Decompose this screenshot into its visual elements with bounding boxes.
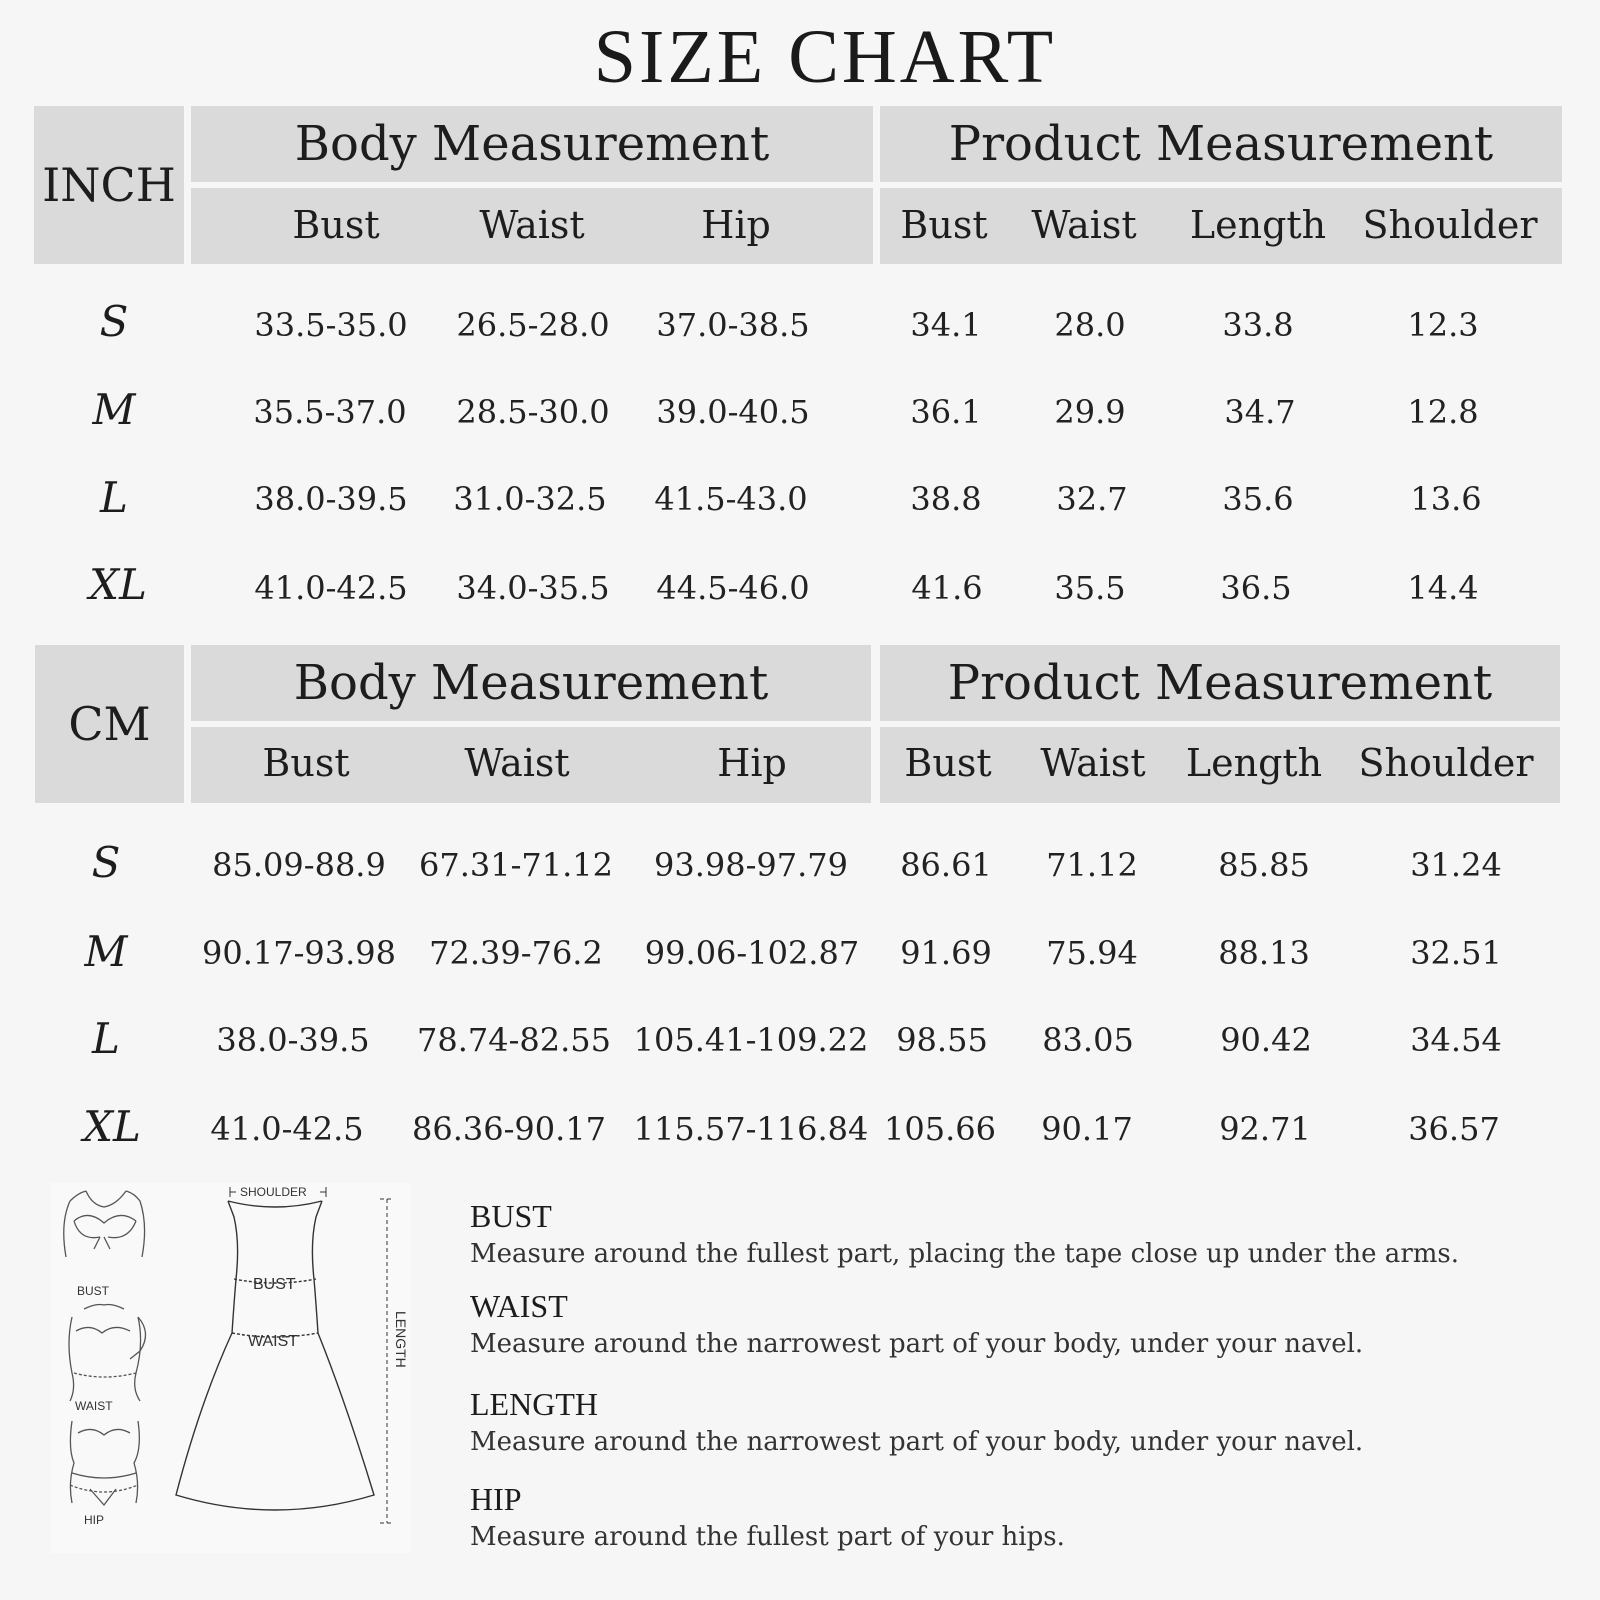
table-cell: 115.57-116.84 (633, 1110, 869, 1148)
body-measurement-header: Body Measurement (191, 645, 871, 721)
table-cell: 32.51 (1410, 934, 1502, 972)
table-cell: 38.8 (910, 480, 982, 518)
table-cell: 86.36-90.17 (411, 1110, 607, 1148)
dress-bust-label: BUST (253, 1276, 296, 1293)
table-cell: 91.69 (900, 934, 992, 972)
table-cell: 85.09-88.9 (212, 846, 386, 884)
unit-label-text: CM (68, 697, 151, 751)
col-product-shoulder: Shoulder (1362, 203, 1538, 247)
unit-label-cm (35, 645, 184, 803)
hip-figure-label: HIP (84, 1513, 105, 1527)
table-cell: 105.66 (884, 1110, 996, 1148)
guide-heading: WAIST (470, 1288, 568, 1324)
size-label: XL (89, 560, 147, 609)
guide-heading: HIP (470, 1481, 522, 1517)
size-label: XL (83, 1102, 141, 1151)
table-cell: 67.31-71.12 (418, 846, 614, 884)
measurement-illustration (50, 1183, 410, 1553)
bust-figure-icon (64, 1191, 145, 1257)
table-cell: 41.5-43.0 (654, 480, 808, 518)
table-cell: 78.74-82.55 (416, 1021, 612, 1059)
col-body-bust: Bust (262, 741, 350, 785)
table-cell: 71.12 (1046, 846, 1138, 884)
size-label: L (100, 473, 128, 522)
guide-text: Measure around the narrowest part of your body, under your navel. (470, 1427, 1364, 1457)
table-cell: 31.0-32.5 (453, 480, 607, 518)
table-cell: 31.24 (1410, 846, 1502, 884)
table-cell: 105.41-109.22 (633, 1021, 869, 1059)
col-product-length: Length (1185, 741, 1323, 785)
table-cell: 33.8 (1222, 306, 1294, 344)
shoulder-label: SHOULDER (240, 1185, 307, 1199)
table-cell: 34.54 (1410, 1021, 1502, 1059)
waist-figure-icon (69, 1305, 146, 1402)
table-cell: 93.98-97.79 (653, 846, 849, 884)
col-body-waist: Waist (464, 741, 570, 785)
table-cell: 75.94 (1046, 934, 1138, 972)
hip-figure-icon (70, 1421, 139, 1505)
table-cell: 29.9 (1054, 393, 1126, 431)
table-cell: 88.13 (1218, 934, 1310, 972)
table-cell: 83.05 (1042, 1021, 1134, 1059)
table-cell: 36.1 (910, 393, 982, 431)
table-cell: 12.3 (1407, 306, 1479, 344)
table-cell: 90.17 (1041, 1110, 1133, 1148)
size-label: L (92, 1014, 120, 1063)
unit-label-inch (34, 106, 184, 264)
page-title: SIZE CHART (593, 15, 1057, 99)
dress-waist-label: WAIST (248, 1333, 299, 1350)
table-cell: 35.5-37.0 (253, 393, 407, 431)
table-cell: 90.17-93.98 (201, 934, 397, 972)
unit-label-text: INCH (42, 158, 176, 212)
table-cell: 86.61 (900, 846, 992, 884)
table-cell: 38.0-39.5 (216, 1021, 370, 1059)
table-cell: 85.85 (1218, 846, 1310, 884)
guide-text: Measure around the fullest part of your hips. (470, 1522, 1065, 1552)
dress-diagram-icon (176, 1187, 394, 1523)
table-cell: 34.0-35.5 (456, 569, 610, 607)
length-label: LENGTH (393, 1311, 409, 1368)
table-cell: 41.0-42.5 (210, 1110, 364, 1148)
col-body-bust: Bust (292, 203, 380, 247)
table-cell: 72.39-76.2 (429, 934, 603, 972)
table-cell: 41.0-42.5 (254, 569, 408, 607)
table-cell: 37.0-38.5 (656, 306, 810, 344)
table-cell: 33.5-35.0 (254, 306, 408, 344)
col-product-waist: Waist (1040, 741, 1146, 785)
table-cell: 13.6 (1410, 480, 1482, 518)
guide-heading: BUST (470, 1198, 552, 1234)
guide-item-length (470, 1386, 1363, 1457)
table-cell: 12.8 (1407, 393, 1479, 431)
table-cell: 90.42 (1220, 1021, 1312, 1059)
waist-figure-label: WAIST (75, 1399, 113, 1413)
table-cell: 34.1 (910, 306, 982, 344)
table-cell: 99.06-102.87 (644, 934, 860, 972)
guide-item-waist (470, 1288, 1363, 1359)
col-body-waist: Waist (479, 203, 585, 247)
guide-text: Measure around the narrowest part of your body, under your navel. (470, 1329, 1364, 1359)
col-product-bust: Bust (900, 203, 988, 247)
guide-heading: LENGTH (470, 1386, 598, 1422)
guide-text: Measure around the fullest part, placing the tape close up under the arms. (470, 1239, 1460, 1269)
table-cell: 35.6 (1222, 480, 1294, 518)
col-product-shoulder: Shoulder (1358, 741, 1534, 785)
body-measurement-header: Body Measurement (191, 106, 873, 182)
table-cell: 38.0-39.5 (254, 480, 408, 518)
bust-figure-label: BUST (77, 1284, 110, 1298)
guide-item-bust (470, 1198, 1459, 1269)
table-cell: 44.5-46.0 (656, 569, 810, 607)
table-cell: 14.4 (1407, 569, 1479, 607)
table-cell: 92.71 (1219, 1110, 1311, 1148)
col-product-length: Length (1189, 203, 1327, 247)
size-label: S (91, 838, 121, 887)
guide-item-hip (470, 1481, 1065, 1552)
table-cell: 28.0 (1054, 306, 1126, 344)
product-measurement-header: Product Measurement (880, 106, 1562, 182)
size-label: S (99, 297, 129, 346)
table-cell: 28.5-30.0 (456, 393, 610, 431)
table-cell: 98.55 (896, 1021, 988, 1059)
table-cell: 35.5 (1054, 569, 1126, 607)
table-cell: 41.6 (911, 569, 983, 607)
product-measurement-header: Product Measurement (880, 645, 1560, 721)
col-body-hip: Hip (701, 203, 771, 247)
table-cell: 36.57 (1408, 1110, 1500, 1148)
size-label: M (84, 927, 128, 976)
size-label: M (92, 385, 136, 434)
col-product-waist: Waist (1031, 203, 1137, 247)
col-body-hip: Hip (717, 741, 787, 785)
illustration-svg (50, 1183, 410, 1553)
table-cell: 39.0-40.5 (656, 393, 810, 431)
table-cell: 32.7 (1056, 480, 1128, 518)
table-cell: 34.7 (1224, 393, 1296, 431)
table-cell: 36.5 (1220, 569, 1292, 607)
col-product-bust: Bust (904, 741, 992, 785)
table-cell: 26.5-28.0 (456, 306, 610, 344)
